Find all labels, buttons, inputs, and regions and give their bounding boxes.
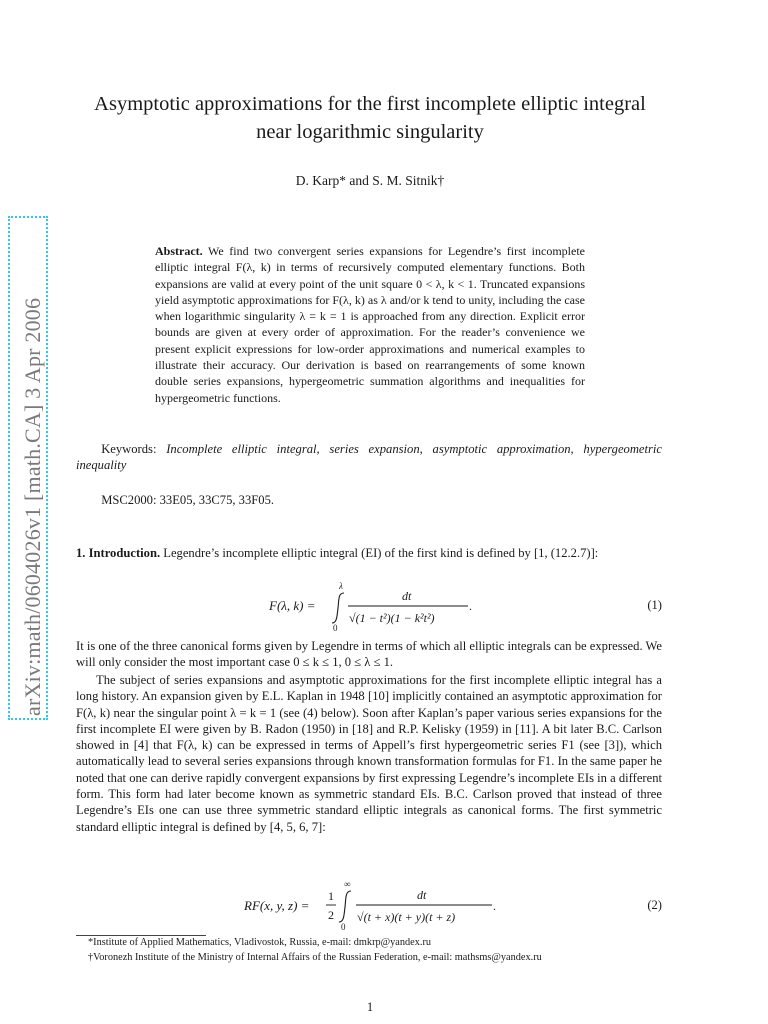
keywords-text: Incomplete elliptic integral, series expansion, asymptotic approximation, hypergeometric inequality xyxy=(76,442,663,473)
footnote-divider xyxy=(76,935,206,936)
intro-lead: Legendre’s incomplete elliptic integral (EI) of the first kind is defined by [1, (12.2.7)]: xyxy=(163,546,599,560)
footnote-1: *Institute of Applied Mathematics, Vladivostok, Russia, e-mail: dmkrp@yandex.ru xyxy=(88,937,432,948)
paragraph-history: The subject of series expansions and asymptotic approximations for the first incomplete elliptic integral has a long history. An expansion given by E.L. Kaplan in 1948 [10] implicitly contained an asymptotic approximation for F(λ, k) near the singular point λ = k = 1 (see (4) below). Soon after Kaplan’s paper various series expansions for the first incomplete EI were given by B. Radon (1950) in [18] and R.P. Kelisky (1959) in [11]. A bit later B.C. Carlson showed in [4] that F(λ, k) can be expressed in terms of Appell’s first hypergeometric series F1 (see [3]), which automatically lead to several series expansions through known transformation formulas for F1. In the same paper he noted that one can derive rapidly convergent expansions by first expressing Legendre’s incomplete EIs in a different form. This form had later become known as symmetric standard EIs. B.C. Carlson proved that instead of three Legendre’s EIs one can use three symmetric standard elliptic integrals as canonical forms. The first symmetric standard elliptic integral is defined by [4, 5, 6, 7]: xyxy=(76,673,662,834)
keywords-label: Keywords: xyxy=(101,442,157,456)
equation-1-label: (1) xyxy=(647,598,662,612)
eq2-upper-limit: ∞ xyxy=(344,879,351,889)
page-number: 1 xyxy=(366,1000,374,1014)
integral-sign-1 xyxy=(332,593,344,623)
equation-2 xyxy=(76,878,662,930)
eq2-numerator: dt xyxy=(417,888,427,902)
footnote-2: †Voronezh Institute of the Ministry of Internal Affairs of the Russian Federation, e-mail: mathsms@yandex.ru xyxy=(88,952,542,963)
section-heading: 1. Introduction. xyxy=(76,546,161,560)
paper-title xyxy=(60,90,680,146)
eq1-denominator: √(1 − t²)(1 − k²t²) xyxy=(349,611,435,625)
abstract-label: Abstract. xyxy=(155,244,203,258)
paragraph-canonical-forms: It is one of the three canonical forms given by Legendre in terms of which all elliptic integrals can be expressed. We will only consider the most important case 0 ≤ k ≤ 1, 0 ≤ λ ≤ 1. xyxy=(76,639,662,670)
equation-1 xyxy=(76,580,662,632)
eq1-lower-limit: 0 xyxy=(333,623,338,632)
title-line-1: Asymptotic approximations for the first incomplete elliptic integral xyxy=(94,93,646,115)
svg-text:.: . xyxy=(493,899,496,913)
authors: D. Karp* and S. M. Sitnik† xyxy=(295,173,445,188)
eq2-lower-limit: 0 xyxy=(341,922,346,930)
title-line-2: near logarithmic singularity xyxy=(256,121,484,143)
equation-1-graphic xyxy=(76,580,662,632)
arxiv-identifier[interactable]: arXiv:math/0604026v1 [math.CA] 3 Apr 2006 xyxy=(20,297,45,716)
eq2-denominator: √(t + x)(t + y)(t + z) xyxy=(357,910,456,924)
msc-classification xyxy=(76,492,662,508)
msc-text: MSC2000: 33E05, 33C75, 33F05. xyxy=(101,493,275,507)
abstract-text: We find two convergent series expansions for Legendre’s first incomplete elliptic integral F(λ, k) in terms of recursively computed elementary functions. Both expansions are valid at every point of the unit square 0 < λ, k < 1. Truncated expansions yield asymptotic approximations for F(λ, k) as λ and/or k tend to unity, including the case when logarithmic singularity λ = k = 1 is approached from any direction. Explicit error bounds are given at every order of approximation. For the reader’s convenience we present explicit expressions for low-order approximations and numerical examples to illustrate their accuracy. Our derivation is based on rearrangements of some known double series expansions, hypergeometric summation algorithms and inequalities for hypergeometric functions. xyxy=(155,244,585,405)
eq2-half-numerator: 1 xyxy=(328,889,334,903)
keywords xyxy=(76,441,662,474)
equation-2-graphic xyxy=(76,878,662,930)
eq1-lhs: F(λ, k) = xyxy=(269,598,316,613)
integral-sign-2 xyxy=(339,891,351,922)
eq2-half-denominator: 2 xyxy=(328,908,334,922)
abstract xyxy=(155,243,585,406)
eq1-upper-limit: λ xyxy=(339,581,343,591)
equation-2-label: (2) xyxy=(647,898,662,912)
eq1-numerator: dt xyxy=(402,589,412,603)
intro-paragraph xyxy=(76,545,662,561)
eq2-lhs: RF(x, y, z) = xyxy=(244,898,310,913)
svg-text:.: . xyxy=(469,599,472,613)
